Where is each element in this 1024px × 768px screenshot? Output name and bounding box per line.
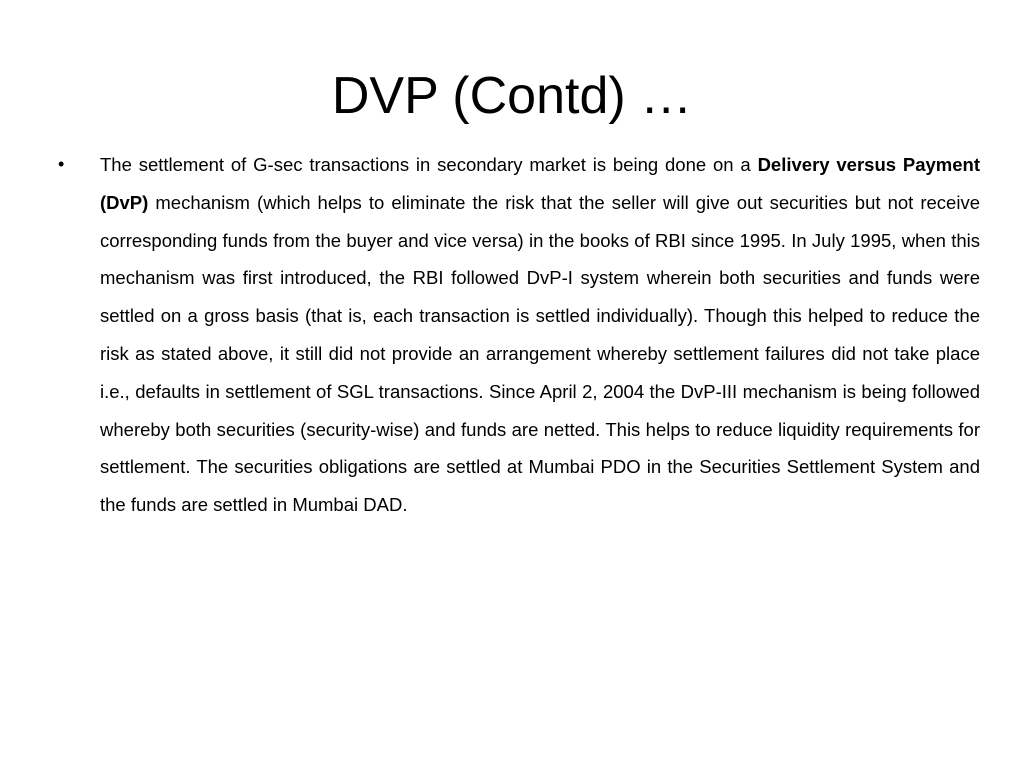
paragraph-intro: The settlement of G-sec transactions in secondary market is being done on a [100, 154, 758, 175]
paragraph-emphasis: Delivery versus Payment (DvP) [100, 154, 981, 213]
slide-body [58, 146, 980, 524]
bullet-dot-icon: • [58, 154, 65, 174]
bullet-paragraph [100, 146, 980, 524]
paragraph-rest: mechanism (which helps to eliminate the risk that the seller will give out securities but not receive corresponding funds from the buyer and vice versa) in the books of RBI since 1995. In July 1995, when this mechanism was first introduced, the RBI followed DvP-I system wherein both securities and funds were settled on a gross basis (that is, each transaction is settled individually). Though this helped to reduce the risk as stated above, it still did not provide an arrangement whereby settlement failures did not take place i.e., defaults in settlement of SGL transactions. Since April 2, 2004 the DvP-III mechanism is being followed whereby both securities (security-wise) and funds are netted. This helps to reduce liquidity requirements for settlement. The securities obligations are settled at Mumbai PDO in the Securities Settlement System and the funds are settled in Mumbai DAD. [100, 191, 980, 516]
bullet-item [58, 146, 980, 524]
slide-title: DVP (Contd) … [331, 67, 693, 125]
